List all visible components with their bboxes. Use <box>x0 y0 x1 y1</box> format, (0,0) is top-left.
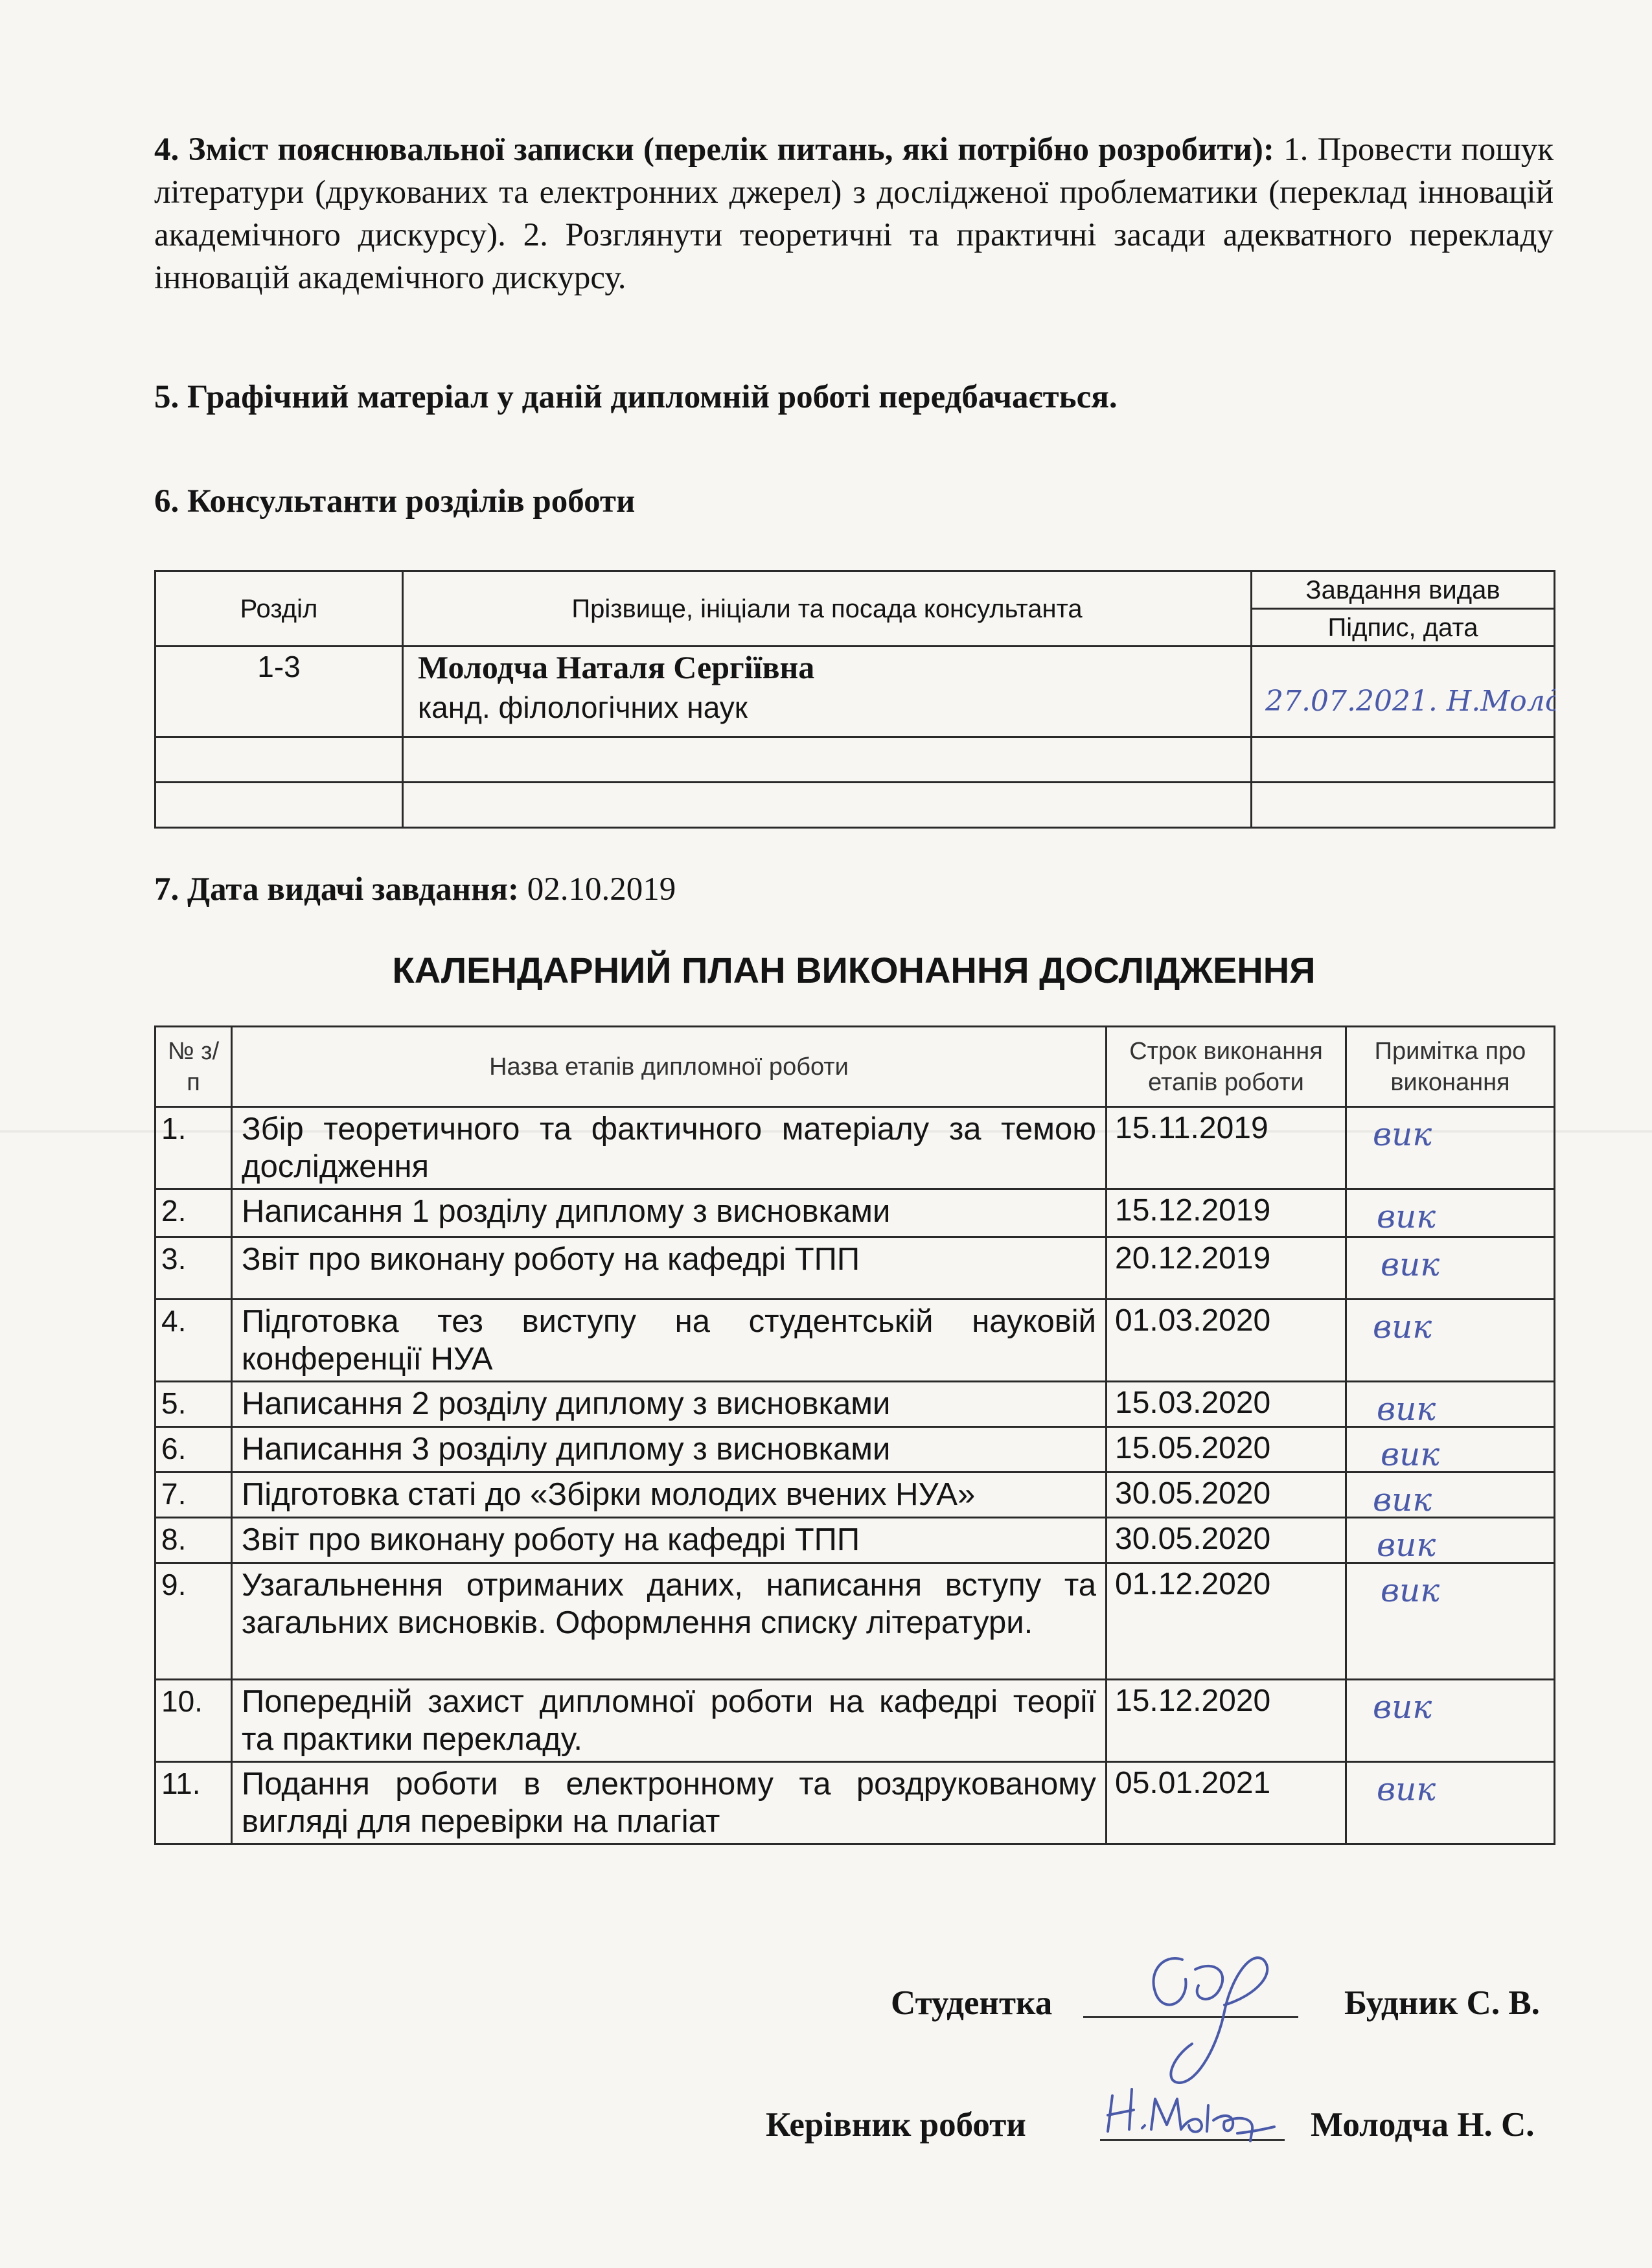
consultant-position: канд. філологічних наук <box>418 691 748 724</box>
student-name: Будник С. В. <box>1344 1984 1540 2022</box>
row-note <box>1346 1107 1555 1189</box>
plan-title: КАЛЕНДАРНИЙ ПЛАН ВИКОНАННЯ ДОСЛІДЖЕННЯ <box>392 950 1316 991</box>
completion-mark <box>1347 1564 1555 1622</box>
completion-mark <box>1347 1428 1555 1468</box>
table-row <box>155 1189 1555 1237</box>
header-section: Розділ <box>155 571 403 647</box>
consultants-table <box>154 570 1555 829</box>
svg-text:вик: вик <box>1373 1688 1432 1726</box>
completion-mark <box>1347 1763 1555 1821</box>
row-stage: Написання 3 розділу диплому з висновками <box>232 1427 1107 1472</box>
row-deadline: 30.05.2020 <box>1107 1518 1346 1563</box>
completion-mark <box>1347 1190 1555 1233</box>
table-row <box>155 1382 1555 1427</box>
issue-date-value: 02.10.2019 <box>527 871 676 908</box>
row-deadline: 01.03.2020 <box>1107 1300 1346 1382</box>
row-deadline: 20.12.2019 <box>1107 1237 1346 1300</box>
section-7 <box>154 868 1554 911</box>
table-row <box>155 1563 1555 1680</box>
table-row <box>155 1472 1555 1518</box>
section-4-heading: 4. Зміст пояснювальної записки (перелік питань, які потрібно розробити): <box>154 132 1274 168</box>
row-stage: Підготовка тез виступу на студентській науковій конференції НУА <box>232 1300 1107 1382</box>
row-num: 7. <box>155 1472 232 1518</box>
section-4 <box>154 128 1554 299</box>
row-deadline: 15.03.2020 <box>1107 1382 1346 1427</box>
supervisor-name: Молодча Н. С. <box>1311 2106 1535 2144</box>
row-num: 10. <box>155 1680 232 1762</box>
completion-mark <box>1347 1680 1555 1739</box>
completion-mark <box>1347 1300 1555 1358</box>
table-row <box>155 1107 1555 1189</box>
plan-table <box>154 1025 1555 1845</box>
consultant-signature-cell <box>1252 647 1555 737</box>
row-num: 5. <box>155 1382 232 1427</box>
row-note <box>1346 1237 1555 1300</box>
row-num: 11. <box>155 1762 232 1844</box>
row-num: 6. <box>155 1427 232 1472</box>
row-note <box>1346 1762 1555 1844</box>
header-stage: Назва етапів дипломної роботи <box>232 1027 1107 1107</box>
consultant-signature <box>1252 647 1555 733</box>
row-note <box>1346 1382 1555 1427</box>
row-stage: Збір теоретичного та фактичного матеріалу за темою дослідження <box>232 1107 1107 1189</box>
completion-mark <box>1347 1518 1555 1559</box>
table-row <box>155 1680 1555 1762</box>
issue-date-label: 7. Дата видачі завдання: <box>154 871 519 908</box>
section-4-body: 1. Провести пошук літератури (друкованих та електронних джерел) з дослідженої проблематики (переклад інновацій академічного дискурсу). 2. Розглянути теоретичні та практичні засади адекватного перекладу інновацій академічного дискурсу. <box>154 132 1554 296</box>
student-label: Студентка <box>891 1984 1053 2022</box>
completion-mark <box>1347 1108 1555 1166</box>
table-row <box>155 1518 1555 1563</box>
header-signature-date: Підпис, дата <box>1252 609 1555 647</box>
row-num: 4. <box>155 1300 232 1382</box>
consultant-name: Молодча Наталя Сергіївна <box>418 649 815 685</box>
row-note <box>1346 1563 1555 1680</box>
svg-text:вик: вик <box>1373 1481 1432 1513</box>
svg-text:вик: вик <box>1377 1770 1436 1808</box>
supervisor-signature <box>1105 2070 1286 2144</box>
table-row <box>155 1300 1555 1382</box>
table-row <box>155 1427 1555 1472</box>
row-num: 3. <box>155 1237 232 1300</box>
row-stage: Звіт про виконану роботу на кафедрі ТПП <box>232 1518 1107 1563</box>
row-num: 2. <box>155 1189 232 1237</box>
row-deadline: 30.05.2020 <box>1107 1472 1346 1518</box>
completion-mark <box>1347 1473 1555 1513</box>
header-task-issued: Завдання видав <box>1252 571 1555 609</box>
supervisor-label: Керівник роботи <box>766 2106 1026 2144</box>
table-row <box>155 647 1555 737</box>
svg-text:вик: вик <box>1377 1526 1436 1559</box>
row-deadline: 15.05.2020 <box>1107 1427 1346 1472</box>
row-section: 1-3 <box>155 647 403 737</box>
svg-text:вик: вик <box>1377 1198 1436 1233</box>
svg-text:вик: вик <box>1377 1390 1436 1423</box>
header-name-position: Прізвище, ініціали та посада консультанта <box>403 571 1252 647</box>
row-stage: Узагальнення отриманих даних, написання вступу та загальних висновків. Оформлення списку літератури. <box>232 1563 1107 1680</box>
section-5: 5. Графічний матеріал у даній дипломній роботі передбачається. <box>154 379 1118 415</box>
completion-mark <box>1347 1382 1555 1423</box>
svg-text:вик: вик <box>1381 1436 1440 1468</box>
svg-text:вик: вик <box>1381 1572 1440 1609</box>
row-note <box>1346 1472 1555 1518</box>
header-num: № з/п <box>155 1027 232 1107</box>
table-row <box>155 737 1555 783</box>
row-num: 8. <box>155 1518 232 1563</box>
table-row <box>155 1762 1555 1844</box>
row-stage: Попередній захист дипломної роботи на кафедрі теорії та практики перекладу. <box>232 1680 1107 1762</box>
row-note <box>1346 1680 1555 1762</box>
header-note: Примітка про виконання <box>1346 1027 1555 1107</box>
svg-text:вик: вик <box>1373 1116 1432 1153</box>
section-6-heading: 6. Консультанти розділів роботи <box>154 483 636 520</box>
row-deadline: 15.12.2019 <box>1107 1189 1346 1237</box>
row-deadline: 01.12.2020 <box>1107 1563 1346 1680</box>
row-stage: Написання 2 розділу диплому з висновками <box>232 1382 1107 1427</box>
row-stage: Звіт про виконану роботу на кафедрі ТПП <box>232 1237 1107 1300</box>
row-note <box>1346 1427 1555 1472</box>
row-deadline: 15.12.2020 <box>1107 1680 1346 1762</box>
svg-text:вик: вик <box>1373 1308 1432 1346</box>
row-stage: Подання роботи в електронному та роздрукованому вигляді для перевірки на плагіат <box>232 1762 1107 1844</box>
table-row <box>155 1237 1555 1300</box>
row-note <box>1346 1518 1555 1563</box>
svg-text:27.07.2021. Н.Молд: 27.07.2021. Н.Молд <box>1265 685 1555 718</box>
completion-mark <box>1347 1238 1555 1295</box>
row-note <box>1346 1300 1555 1382</box>
row-num: 9. <box>155 1563 232 1680</box>
row-stage: Підготовка статі до «Збірки молодих вчених НУА» <box>232 1472 1107 1518</box>
row-deadline: 05.01.2021 <box>1107 1762 1346 1844</box>
row-stage: Написання 1 розділу диплому з висновками <box>232 1189 1107 1237</box>
row-deadline: 15.11.2019 <box>1107 1107 1346 1189</box>
svg-text:вик: вик <box>1381 1246 1440 1283</box>
table-row <box>155 783 1555 828</box>
row-num: 1. <box>155 1107 232 1189</box>
row-note <box>1346 1189 1555 1237</box>
header-deadline: Строк виконання етапів роботи <box>1107 1027 1346 1107</box>
